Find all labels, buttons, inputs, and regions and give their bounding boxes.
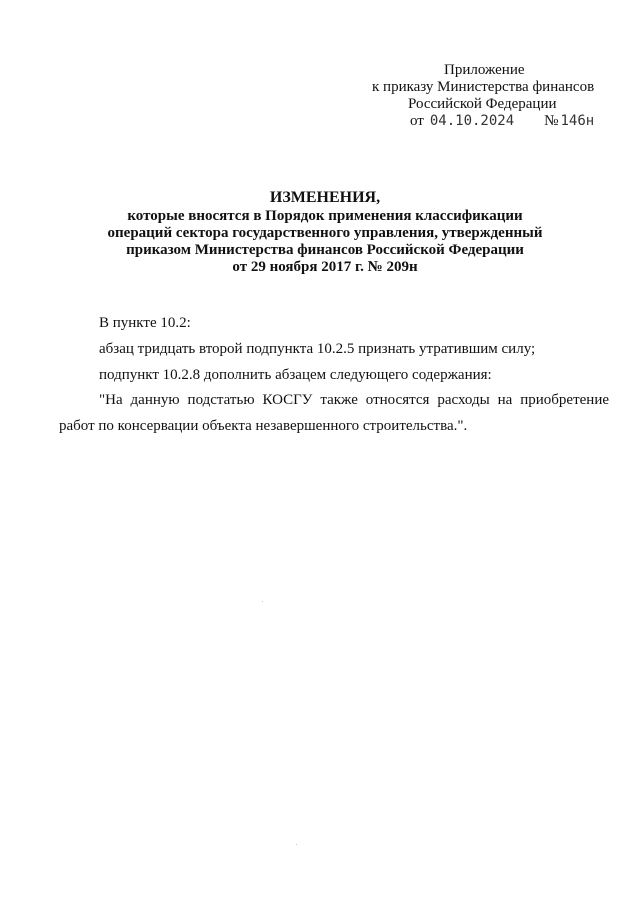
paragraph-point-10-2: В пункте 10.2: [99, 315, 191, 331]
paragraph-quote-line-1: "На данную подстатью КОСГУ также относятся расходы на приобретение [99, 392, 609, 408]
title-line-4: от 29 ноября 2017 г. № 209н [232, 259, 418, 275]
title-line-1: которые вносятся в Порядок применения классификации [127, 208, 523, 224]
document-title [60, 189, 590, 276]
date-label: от [410, 113, 424, 129]
paragraph-subpoint-10-2-5: абзац тридцать второй подпункта 10.2.5 признать утратившим силу; [99, 341, 536, 357]
title-line-3: приказом Министерства финансов Российской Федерации [126, 242, 524, 258]
appendix-order-reference: к приказу Министерства финансов [372, 79, 595, 95]
paragraph-subpoint-10-2-8: подпункт 10.2.8 дополнить абзацем следующего содержания: [99, 367, 492, 383]
appendix-date-number [410, 113, 594, 130]
scan-speck [296, 844, 297, 845]
paragraph-quote-line-2: работ по консервации объекта незавершенного строительства.". [59, 418, 468, 434]
scan-speck [262, 601, 263, 602]
number-value: 146н [560, 113, 595, 129]
title-line-2: операций сектора государственного управления, утвержденный [107, 225, 543, 241]
number-label: № [544, 113, 559, 129]
appendix-title: Приложение [444, 62, 525, 78]
appendix-federation: Российской Федерации [408, 96, 557, 112]
date-value: 04.10.2024 [429, 113, 515, 129]
title-heading: ИЗМЕНЕНИЯ, [269, 189, 381, 206]
